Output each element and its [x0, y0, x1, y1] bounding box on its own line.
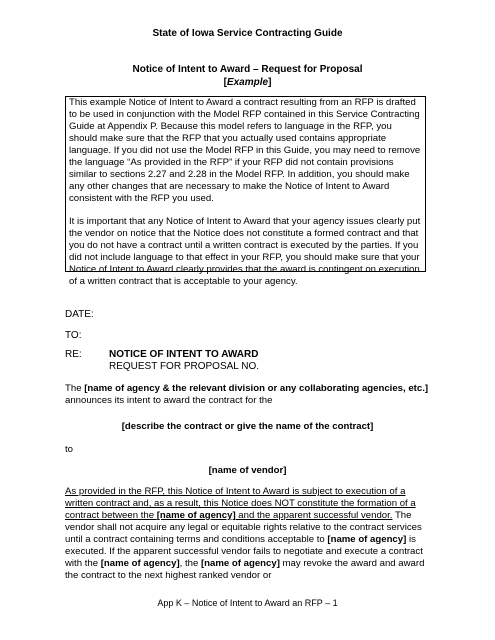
para-text-e: , the	[179, 558, 201, 569]
underlined-part-3: and the apparent successful vendor.	[235, 510, 393, 521]
agency-placeholder: [name of agency & the relevant division or any collaborating agencies, etc.]	[84, 383, 429, 394]
re-value	[109, 349, 259, 373]
title-line-2: [Example]	[223, 77, 272, 88]
to-label: TO:	[65, 330, 82, 341]
re-label: RE:	[65, 349, 82, 360]
date-label: DATE:	[65, 309, 94, 320]
vendor-placeholder: [name of vendor]	[208, 465, 287, 476]
page-footer: App K – Notice of Intent to Award an RFP – 1	[157, 598, 338, 608]
page-title	[0, 63, 495, 89]
running-header: State of Iowa Service Contracting Guide	[152, 28, 343, 39]
contract-placeholder: [describe the contract or give the name of the contract]	[121, 421, 374, 432]
instruction-paragraph-2: It is important that any Notice of Intent to Award that your agency issues clearly put the vendor on notice that the Notice does not constitute a formed contract and that you do not have a contract until a written contract is executed by the parties. If you did not include language to that effect in your RFP, you should make sure that your Notice of Intent to Award clearly provides that the award is contingent on execution of a written contract that is acceptable to your agency.	[69, 216, 421, 287]
underlined-part-1: As provided in the RFP, this Notice of Intent to Award is subject to execution of a written contract and, as a result, this Notice does NOT constitute the formation of a contract between the	[65, 486, 416, 521]
agency-intro-text-a: The	[65, 383, 85, 394]
re-block	[65, 349, 260, 372]
agency-intro-text-c: announces its intent to award the contract for the	[65, 395, 273, 406]
title-example-label: Example	[226, 77, 269, 88]
instruction-paragraph-1: This example Notice of Intent to Award a contract resulting from an RFP is drafted to be used in conjunction with the Model RFP contained in this Service Contracting Guide at Appendix P. Because this model refers to language in the RFP, you should make sure that the RFP that you actually used contains appropriate language. If you did not use the Model RFP in this Guide, you may need to remove the language “As provided in the RFP” if your RFP did not contain provisions similar to sections 2.27 and 2.28 in the Model RFP. In addition, you should make any other changes that are necessary to make the Notice of Intent to Award consistent with the RFP you used.	[69, 97, 421, 204]
instruction-box	[65, 96, 426, 287]
para-agency-placeholder-3: [name of agency]	[200, 558, 280, 569]
notice-conditions-paragraph	[65, 486, 435, 582]
re-subject: NOTICE OF INTENT TO AWARD	[109, 349, 259, 360]
to-word: to	[65, 444, 74, 455]
para-agency-placeholder-2: [name of agency]	[100, 558, 180, 569]
notice-underlined-text	[65, 486, 416, 521]
para-agency-placeholder-1: [name of agency]	[327, 534, 407, 545]
para-text-a: The vendor shall not acquire any legal or equitable rights relative to the contract services until a contract containing terms and conditions acceptable to	[65, 510, 422, 545]
agency-intro-paragraph	[65, 383, 435, 407]
title-line-1: Notice of Intent to Award – Request for Proposal	[132, 64, 363, 75]
para-text-g: may revoke the award and award the contract to the next highest ranked vendor or	[65, 558, 425, 581]
para-text-c: is executed. If the apparent successful vendor fails to negotiate and execute a contract with the	[65, 534, 423, 569]
underlined-agency-placeholder: [name of agency]	[156, 510, 236, 521]
re-rfp-number: REQUEST FOR PROPOSAL NO.	[109, 361, 260, 372]
